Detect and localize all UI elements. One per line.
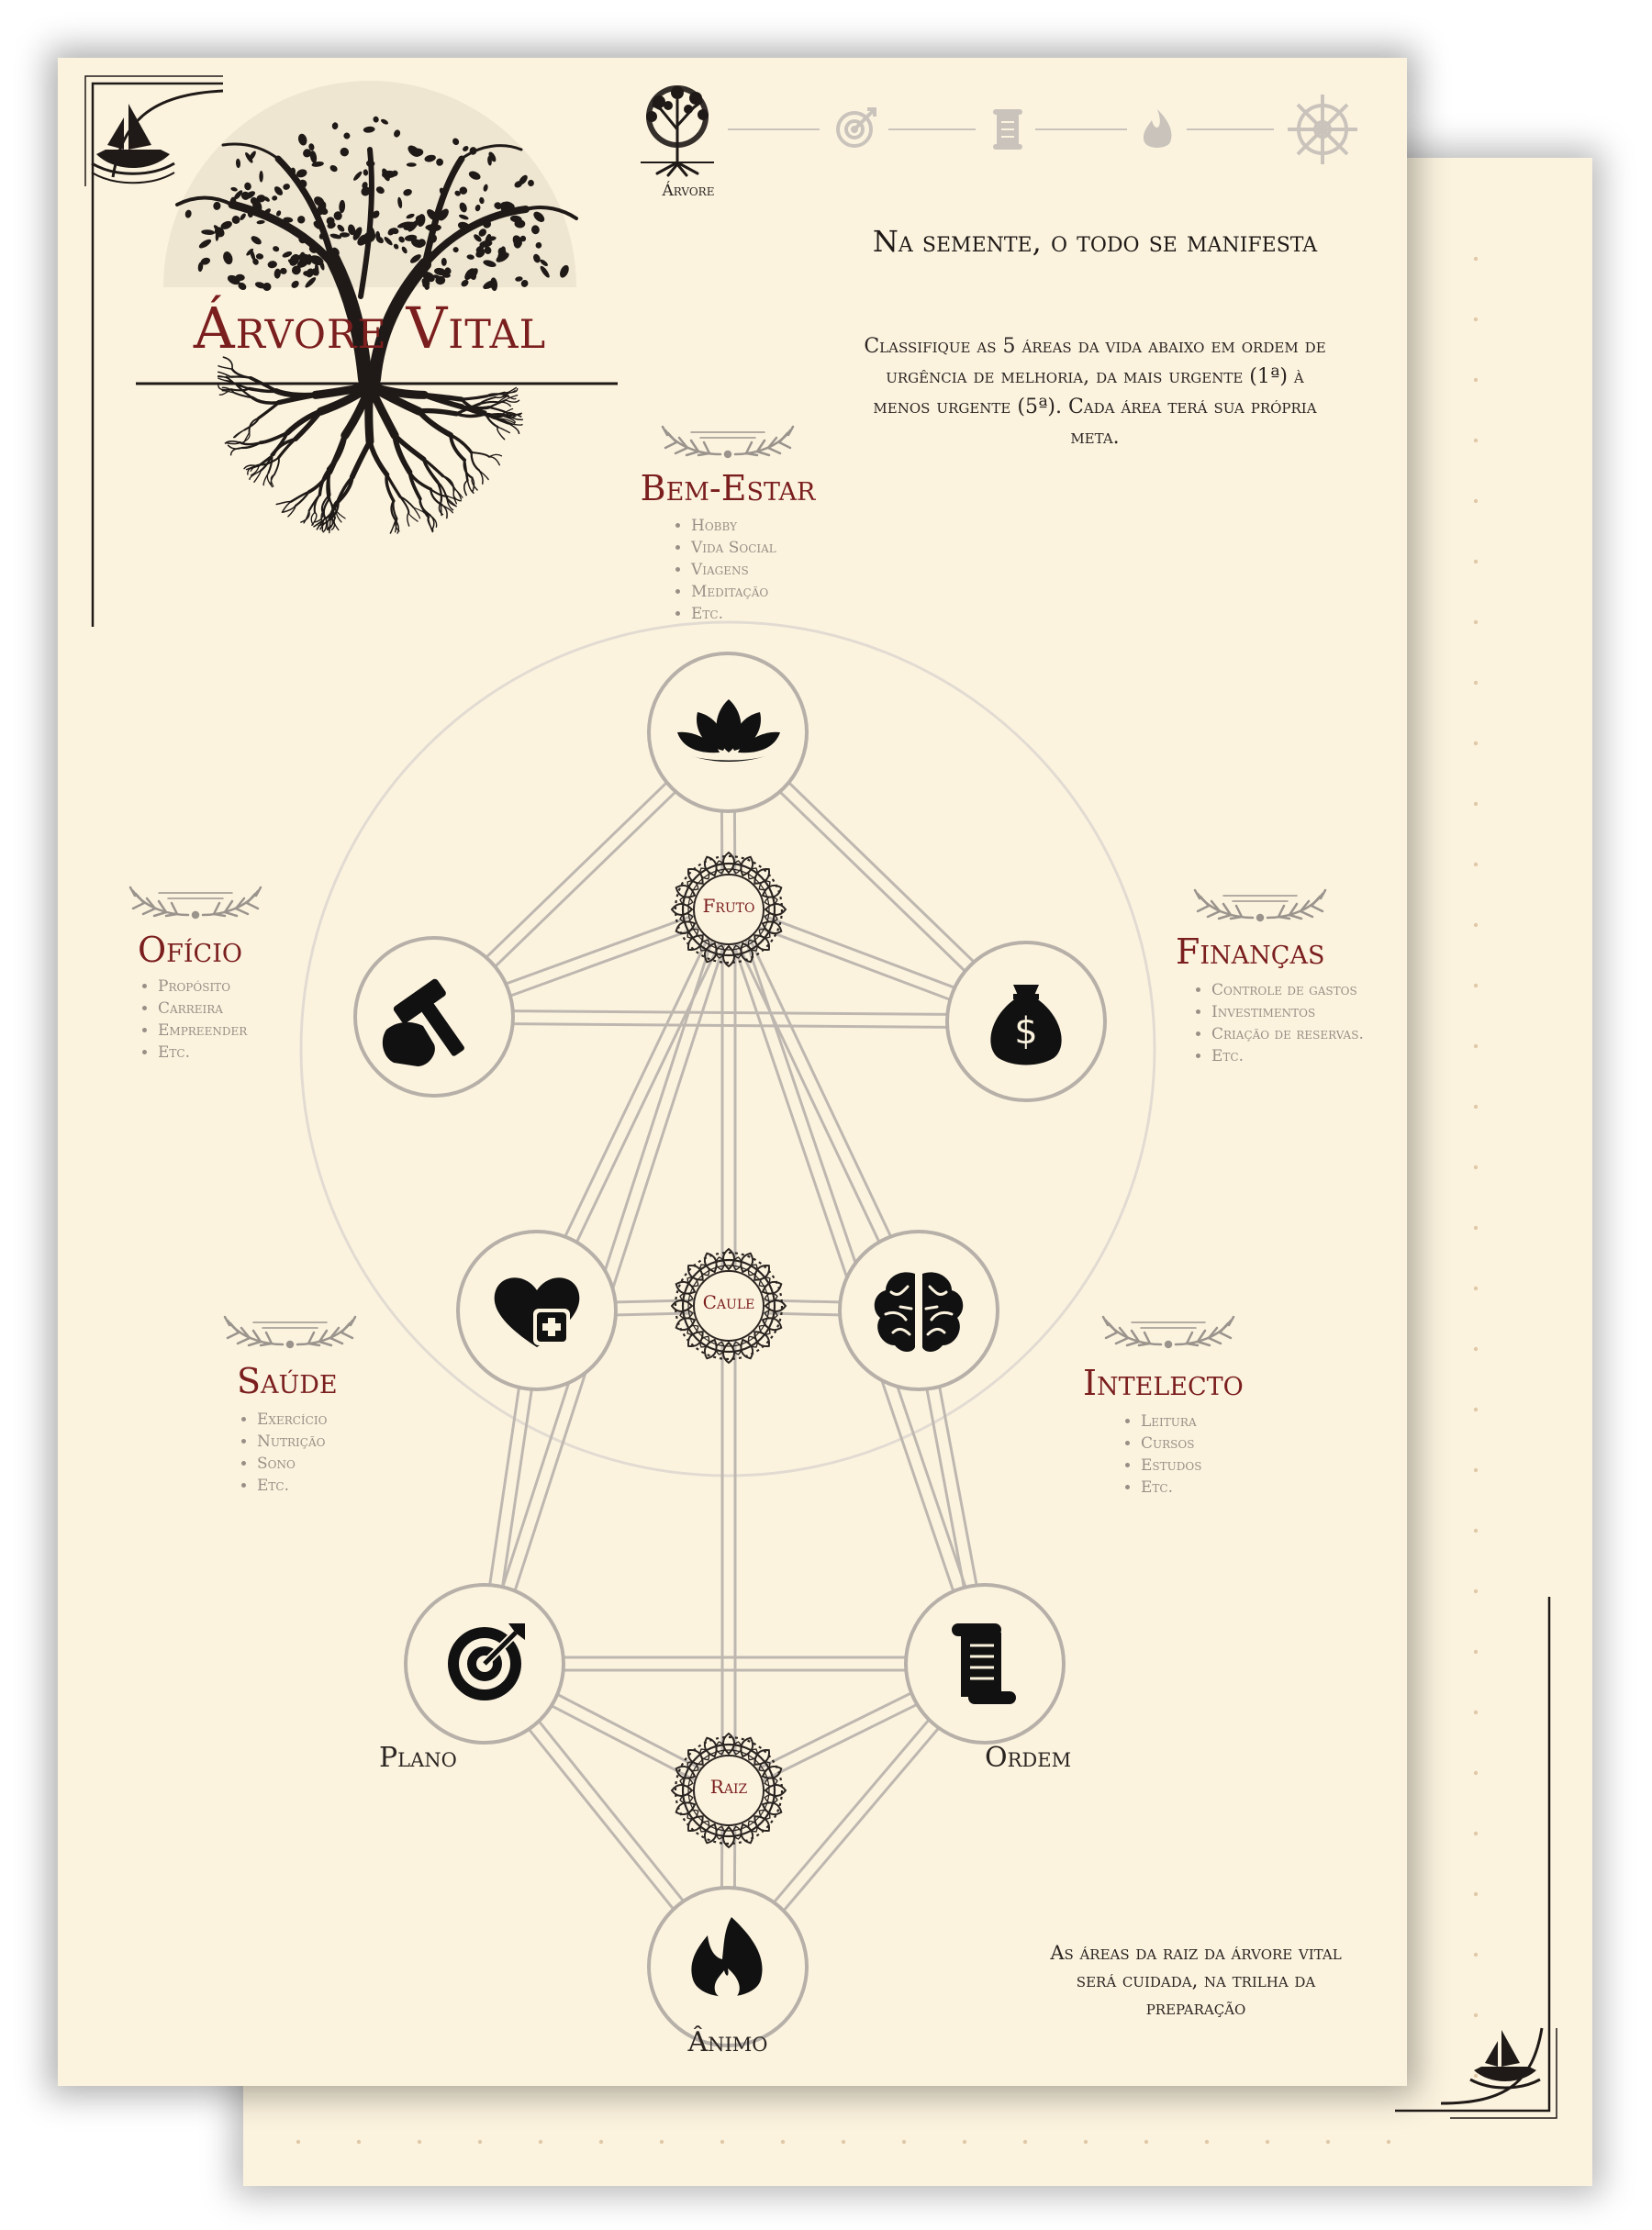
intro-text: Classifique as 5 áreas da vida abaixo em ordem de urgência de melhoria, da mais urgente (1ª) à menos urgente (5ª). Cada área terá sua própria meta. <box>864 335 1326 449</box>
page-title: Árvore Vital <box>193 295 547 362</box>
root-label-animo: Ânimo <box>687 2026 768 2058</box>
list-item: • Vida Social <box>691 537 776 559</box>
list-item: • Hobby <box>691 515 776 537</box>
mandala-label-raiz: Raiz <box>709 1776 748 1798</box>
mandala-label-caule: Caule <box>702 1291 755 1313</box>
scroll-icon <box>993 109 1022 150</box>
area-title-bem-estar: Bem-Estar <box>640 468 816 508</box>
laurel-bem-estar <box>663 427 793 457</box>
list-item: • Leitura <box>1141 1410 1201 1433</box>
list-item: • Empreender <box>158 1020 247 1042</box>
root-label-ordem: Ordem <box>985 1742 1072 1774</box>
footer-note: As áreas da raiz da árvore vital será cuidada, na trilha da preparação <box>1050 1942 1342 2019</box>
laurel-oficio <box>130 887 261 918</box>
area-list-saude <box>237 1409 327 1497</box>
progress-step-label: Árvore <box>662 182 715 200</box>
list-item: • Etc. <box>1211 1045 1377 1067</box>
root-label-plano: Plano <box>379 1742 457 1774</box>
corner-frame-bottom-right <box>1358 1597 1597 2193</box>
area-title-oficio: Ofício <box>138 930 243 970</box>
list-item: • Propósito <box>158 976 247 998</box>
list-item: • Exercício <box>257 1409 327 1431</box>
area-list-oficio <box>138 976 247 1064</box>
laurel-saude <box>225 1317 355 1347</box>
list-item: • Etc. <box>257 1475 327 1497</box>
target-icon <box>838 109 875 146</box>
list-item: • Sono <box>257 1453 327 1475</box>
laurel-financas <box>1195 890 1325 920</box>
laurel-intelecto <box>1103 1317 1233 1347</box>
area-list-intelecto <box>1121 1410 1201 1499</box>
list-item: • Nutrição <box>257 1431 327 1453</box>
tree-icon <box>641 85 714 175</box>
area-list-financas <box>1191 979 1377 1067</box>
area-title-intelecto: Intelecto <box>1083 1363 1244 1403</box>
flame-icon <box>1144 109 1172 148</box>
list-item: • Viagens <box>691 559 776 581</box>
mandala-label-fruto: Fruto <box>702 895 755 917</box>
area-title-financas: Finanças <box>1176 931 1325 972</box>
list-item: • Carreira <box>158 998 247 1020</box>
ship-emblem-icon <box>92 104 174 183</box>
list-item: • Etc. <box>1141 1477 1201 1499</box>
list-item: • Estudos <box>1141 1455 1201 1477</box>
list-item: • Meditação <box>691 581 776 603</box>
ship-emblem-icon-bottom <box>1470 2030 1540 2088</box>
list-item: • Controle de gastos <box>1211 979 1377 1001</box>
area-title-saude: Saúde <box>237 1361 338 1401</box>
list-item: • Etc. <box>691 603 776 625</box>
list-item: • Investimentos <box>1211 1001 1377 1023</box>
node-intelecto <box>840 1232 998 1389</box>
section-heading: Na semente, o todo se manifesta <box>872 224 1318 259</box>
list-item: • Criação de reservas. <box>1211 1023 1377 1045</box>
front-page <box>58 58 1407 2086</box>
list-item: • Cursos <box>1141 1433 1201 1455</box>
area-list-bem-estar <box>671 515 776 625</box>
list-item: • Etc. <box>158 1042 247 1064</box>
svg-text:$: $ <box>1014 1010 1038 1053</box>
ship-wheel-icon <box>1288 95 1357 164</box>
